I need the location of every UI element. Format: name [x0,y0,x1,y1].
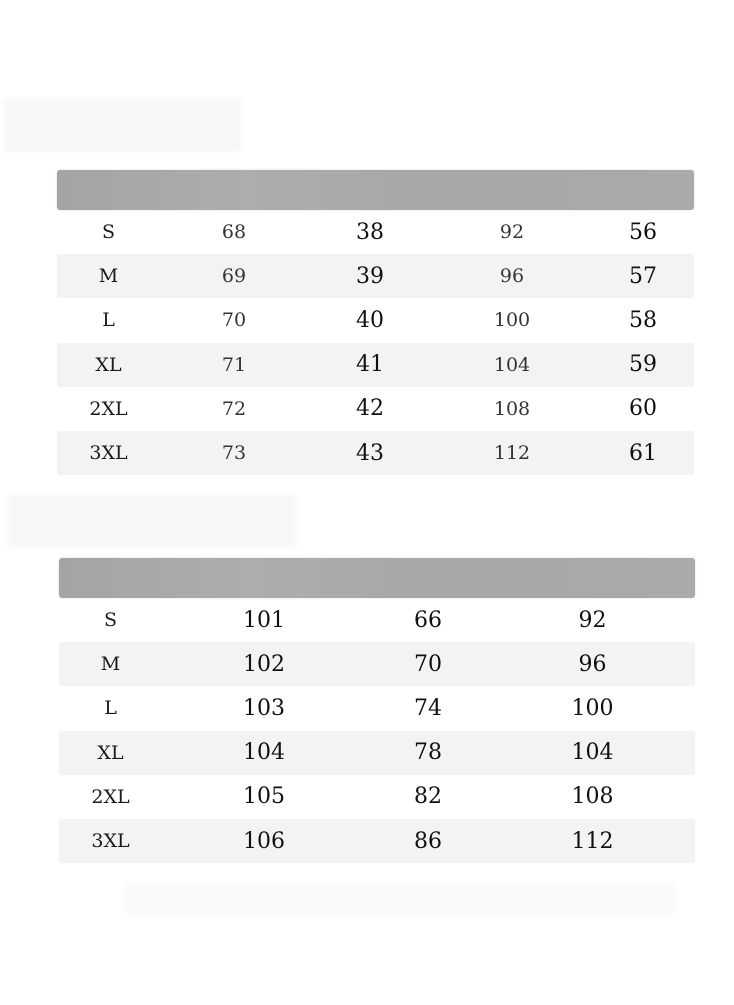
cell-value: 70 [221,309,247,332]
table-row [57,343,694,387]
cell-value: 103 [243,695,285,721]
table-row [59,598,695,642]
table-2-caption-placeholder [8,495,296,547]
size-label: L [104,697,117,720]
table-row [59,775,695,819]
cell-value: 104 [432,343,592,387]
cell-value: 66 [414,607,442,633]
table-2-header-bar [59,558,695,598]
cell-value: 72 [221,397,247,420]
cell-value: 100 [493,309,531,332]
cell-value: 41 [308,343,432,387]
cell-value: 70 [366,642,490,686]
size-label: XL [57,343,160,387]
cell-value: 100 [571,695,614,721]
size-label: 3XL [59,819,162,863]
size-label: S [101,221,116,244]
cell-value: 112 [490,819,695,863]
cell-value: 38 [356,219,384,245]
size-table-1 [57,170,694,475]
cell-value: 78 [366,731,490,775]
footer-note-placeholder [124,884,676,916]
size-label: 2XL [89,397,128,420]
size-label: 3XL [57,431,160,475]
cell-value: 43 [308,431,432,475]
size-label: M [59,642,162,686]
table-row [57,254,694,298]
cell-value: 102 [162,642,366,686]
table-row [59,642,695,686]
cell-value: 104 [162,731,366,775]
cell-value: 108 [571,784,614,810]
cell-value: 69 [160,254,308,298]
cell-value: 105 [243,784,285,810]
cell-value: 59 [592,343,694,387]
cell-value: 56 [629,219,657,245]
table-row [57,210,694,254]
table-row [57,298,694,342]
cell-value: 112 [432,431,592,475]
table-row [57,387,694,431]
size-label: M [57,254,160,298]
table-row [59,686,695,730]
size-label: 2XL [91,785,130,808]
size-label: L [102,309,115,332]
cell-value: 39 [308,254,432,298]
cell-value: 71 [160,343,308,387]
cell-value: 61 [592,431,694,475]
cell-value: 92 [578,607,607,633]
cell-value: 40 [356,307,384,333]
cell-value: 108 [493,397,531,420]
size-label: S [103,609,118,632]
table-row [59,819,695,863]
cell-value: 106 [162,819,366,863]
size-table-2 [59,558,695,863]
cell-value: 104 [490,731,695,775]
cell-value: 92 [499,221,525,244]
size-label: XL [59,731,162,775]
cell-value: 68 [221,221,247,244]
cell-value: 42 [356,396,384,422]
cell-value: 86 [366,819,490,863]
table-row [57,431,694,475]
cell-value: 101 [243,607,285,633]
table-1-caption-placeholder [4,98,242,152]
cell-value: 73 [160,431,308,475]
table-1-header-bar [57,170,694,210]
cell-value: 96 [432,254,592,298]
table-row [59,731,695,775]
cell-value: 60 [629,396,657,422]
cell-value: 57 [592,254,694,298]
cell-value: 96 [490,642,695,686]
cell-value: 58 [629,307,657,333]
cell-value: 82 [414,784,442,810]
cell-value: 74 [414,695,442,721]
